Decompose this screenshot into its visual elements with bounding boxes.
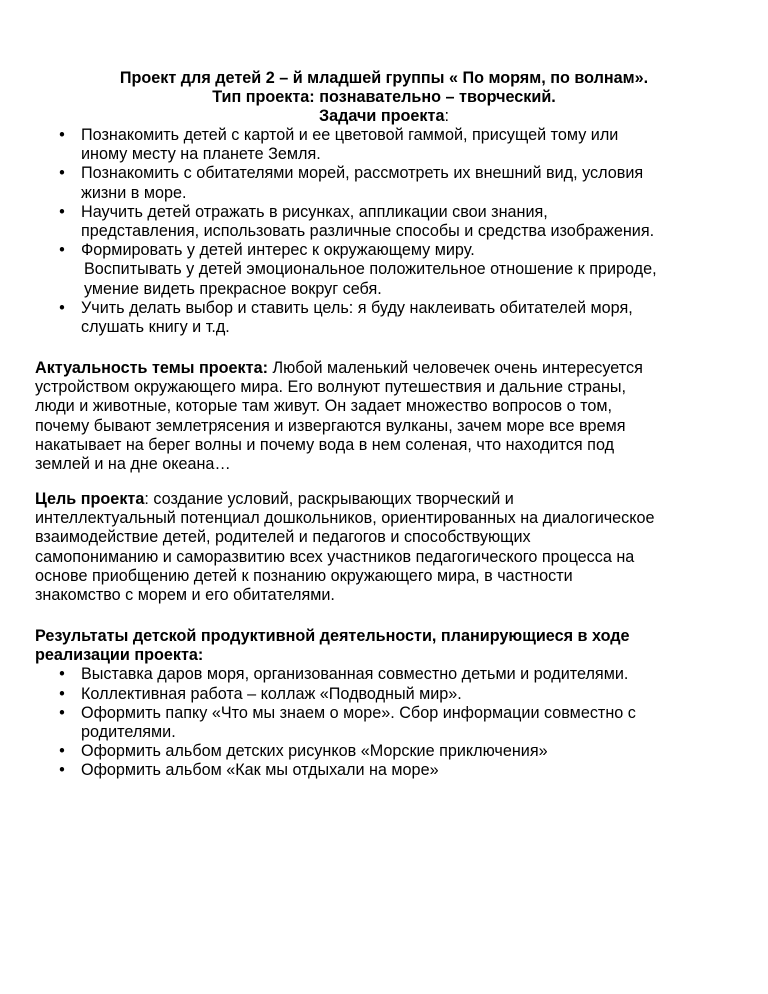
results-heading: реализации проекта: [35,646,204,665]
project-type: Тип проекта: познавательно – творческий. [212,88,556,107]
tasks-list [35,126,735,260]
tasks-heading-label: Задачи проекта [319,107,445,126]
bullet-icon: • [59,164,65,183]
list-item-text: родителями. [81,723,176,742]
goal-section [35,490,735,605]
bullet-icon: • [59,126,65,144]
paragraph-text: Любой маленький человечек очень интересуется [267,359,643,377]
list-item [35,665,735,684]
document-header [35,69,733,127]
list-item [35,203,735,241]
list-item-text: Выставка даров моря, организованная совместно детьми и родителями. [81,665,629,684]
list-item-text: Оформить альбом «Как мы отдыхали на море» [81,761,439,780]
list-item-text: Коллективная работа – коллаж «Подводный мир». [81,684,462,703]
list-item-text: Познакомить детей с картой и ее цветовой гаммой, присущей тому или [81,126,619,144]
bullet-icon: • [59,665,65,684]
results-section [35,627,735,781]
list-item-text: Формировать у детей интерес к окружающему миру. [81,241,475,260]
tasks-note-line: умение видеть прекрасное вокруг себя. [84,279,382,298]
paragraph-line: взаимодействие детей, родителей и педагогов и способствующих [35,528,531,547]
paragraph-line: накатывает на берег волны и почему вода в нем соленая, что находится под [35,435,615,454]
bullet-icon: • [59,298,65,317]
bullet-icon: • [59,761,65,780]
list-item-text: Познакомить с обитателями морей, рассмотреть их внешний вид, условия [81,164,644,183]
paragraph-text: : создание условий, раскрывающих творческий и [144,490,514,508]
bullet-icon: • [59,703,65,722]
project-title: Проект для детей 2 – й младшей группы « По морям, по волнам». [119,69,649,87]
paragraph-line: основе приобщению детей к познанию окружающего мира, в частности [35,566,573,585]
paragraph-line: самопониманию и саморазвитию всех участников педагогического процесса на [35,547,635,566]
goal-label: Цель проекта [35,490,145,508]
bullet-icon: • [59,202,65,221]
paragraph-line: интеллектуальный потенциал дошкольников, ориентированных на диалогическое [35,509,655,528]
tasks-heading [35,107,733,126]
actuality-label: Актуальность темы проекта: [35,359,268,377]
list-item [35,742,735,761]
paragraph-line [35,359,735,378]
tasks-note-line: Воспитывать у детей эмоциональное положительное отношение к природе, [84,260,657,279]
paragraph-line: почему бывают землетрясения и извергаются вулканы, зачем море все время [35,416,626,435]
list-item [35,704,735,742]
bullet-icon: • [59,684,65,703]
paragraph-line: люди и животные, которые там живут. Он задает множество вопросов о том, [35,397,612,416]
list-item-text: Оформить папку «Что мы знаем о море». Сбор информации совместно с [81,703,636,722]
actuality-section [35,359,735,474]
list-item [35,126,735,164]
paragraph-line: устройством окружающего мира. Его волнуют путешествия и дальние страны, [35,378,627,397]
list-item [35,241,735,260]
list-item [35,685,735,704]
tasks-note [35,260,735,298]
tasks-heading-colon: : [444,107,449,126]
results-heading: Результаты детской продуктивной деятельности, планирующиеся в ходе [35,627,630,645]
list-item-text: Оформить альбом детских рисунков «Морские приключения» [81,742,548,761]
tasks-list-continued [35,299,735,337]
list-item [35,164,735,202]
list-item [35,761,735,780]
list-item-text: иному месту на планете Земля. [81,145,321,164]
paragraph-line: землей и на дне океана… [35,455,231,474]
results-list [35,665,735,780]
list-item-text: жизни в море. [81,183,187,202]
list-item-text: Научить детей отражать в рисунках, аппликации свои знания, [81,202,548,221]
list-item-text: представления, использовать различные способы и средства изображения. [81,222,655,241]
list-item [35,299,735,337]
paragraph-line [35,490,735,509]
tasks-section [35,126,735,337]
bullet-icon: • [59,241,65,260]
list-item-text: Учить делать выбор и ставить цель: я буду наклеивать обитателей моря, [81,298,633,317]
list-item-text: слушать книгу и т.д. [81,318,230,337]
bullet-icon: • [59,742,65,761]
paragraph-line: знакомство с морем и его обитателями. [35,586,335,605]
